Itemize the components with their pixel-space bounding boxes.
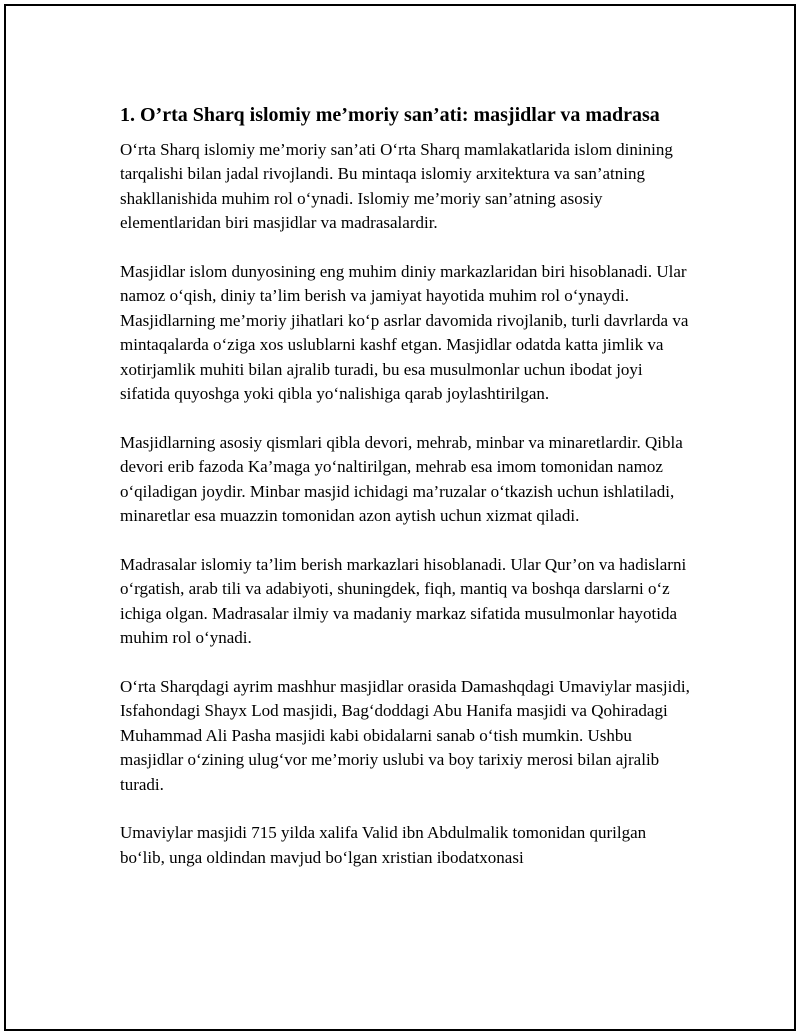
paragraph-1: O‘rta Sharq islomiy me’moriy san’ati O‘rta Sharq mamlakatlarida islom dinining tarqalishi bilan jadal rivojlandi. Bu mintaqa islomiy arxitektura va san’atning shakllanishida muhim rol o‘ynadi. Islomiy me’moriy san’atning asosiy elementlaridan biri masjidlar va madrasalardir. bbox=[120, 140, 673, 233]
section-heading: 1. O’rta Sharq islomiy me’moriy san’ati: masjidlar va madrasa bbox=[120, 104, 660, 126]
paragraph-6: Umaviylar masjidi 715 yilda xalifa Valid ibn Abdulmalik tomonidan qurilgan bo‘lib, unga oldindan mavjud bo‘lgan xristian ibodatxonasi bbox=[120, 823, 647, 867]
paragraph-3: Masjidlarning asosiy qismlari qibla devori, mehrab, minbar va minaretlardir. Qibla devori erib fazoda Ka’maga yo‘naltirilgan, mehrab esa imom tomonidan namoz o‘qiladigan joydir. Minbar masjid ichidagi ma’ruzalar o‘tkazish uchun ishlatiladi, minaretlar esa muazzin tomonidan azon aytish uchun xizmat qiladi. bbox=[120, 432, 683, 526]
paragraph-5: O‘rta Sharqdagi ayrim mashhur masjidlar orasida Damashqdagi Umaviylar masjidi, Isfahondagi Shayx Lod masjidi, Bag‘doddagi Abu Hanifa masjidi va Qohiradagi Muhammad Ali Pasha masjidi kabi obidalarni sanab o‘tish mumkin. Ushbu masjidlar o‘zining ulug‘vor me’moriy uslubi va boy tarixiy merosi bilan ajralib turadi. bbox=[120, 676, 690, 794]
page-frame bbox=[4, 4, 796, 1031]
paragraph-4: Madrasalar islomiy ta’lim berish markazlari hisoblanadi. Ular Qur’on va hadislarni o‘rgatish, arab tili va adabiyoti, shuningdek, fiqh, mantiq va boshqa darslarni o‘z ichiga olgan. Madrasalar ilmiy va madaniy markaz sifatida musulmonlar hayotida muhim rol o‘ynadi. bbox=[120, 554, 687, 648]
document-body bbox=[120, 102, 695, 895]
paragraph-2: Masjidlar islom dunyosining eng muhim diniy markazlaridan biri hisoblanadi. Ular namoz o‘qish, diniy ta’lim berish va jamiyat hayotida muhim rol o‘ynaydi. Masjidlarning me’moriy jihatlari ko‘p asrlar davomida rivojlanib, turli davrlarda va mintaqalarda o‘ziga xos uslublarni kashf etgan. Masjidlar odatda katta jimlik va xotirjamlik muhiti bilan ajralib turadi, bu esa musulmonlar uchun ibodat joyi sifatida quyoshga yoki qibla yo‘nalishiga qarab joylashtirilgan. bbox=[120, 262, 689, 404]
